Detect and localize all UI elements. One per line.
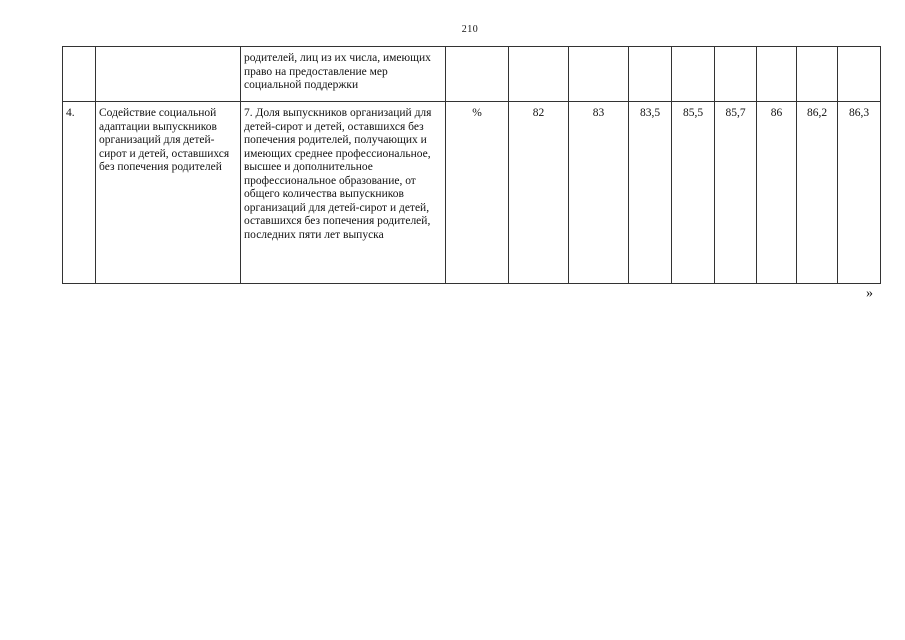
- value-cell: 86: [757, 102, 797, 284]
- value-cell: [509, 47, 569, 102]
- value-cell: [797, 47, 838, 102]
- indicator-cell: 7. Доля выпускников организаций для детей-сирот и детей, оставшихся без попечения родителей, получающих и имеющих среднее профессиональное, высшее и дополнительное профессиональное образование, от общего количества выпускников организаций для детей-сирот и детей, оставшихся без попечения родителей, последних пяти лет выпуска: [241, 102, 446, 284]
- value-cell: [629, 47, 672, 102]
- closing-quote-mark: »: [866, 286, 873, 301]
- value-cell: [672, 47, 715, 102]
- page-number: 210: [461, 24, 479, 35]
- value-cell: [715, 47, 757, 102]
- value-cell: 86,2: [797, 102, 838, 284]
- value-cell: 83,5: [629, 102, 672, 284]
- value-cell: [757, 47, 797, 102]
- activity-cell: Содействие социальной адаптации выпускников организаций для детей-сирот и детей, оставшихся без попечения родителей: [96, 102, 241, 284]
- value-cell: 85,5: [672, 102, 715, 284]
- value-cell: 85,7: [715, 102, 757, 284]
- value-cell: 83: [569, 102, 629, 284]
- value-cell: 82: [509, 102, 569, 284]
- table-row: [63, 102, 881, 284]
- table-row: [63, 47, 881, 102]
- unit-cell: %: [446, 102, 509, 284]
- value-cell: [569, 47, 629, 102]
- value-cell: [838, 47, 881, 102]
- activity-cell: [96, 47, 241, 102]
- indicator-cell: родителей, лиц из их числа, имеющих право на предоставление мер социальной поддержки: [241, 47, 446, 102]
- value-cell: 86,3: [838, 102, 881, 284]
- row-index-cell: [63, 47, 96, 102]
- row-index-cell: 4.: [63, 102, 96, 284]
- unit-cell: [446, 47, 509, 102]
- indicator-table: [62, 46, 881, 284]
